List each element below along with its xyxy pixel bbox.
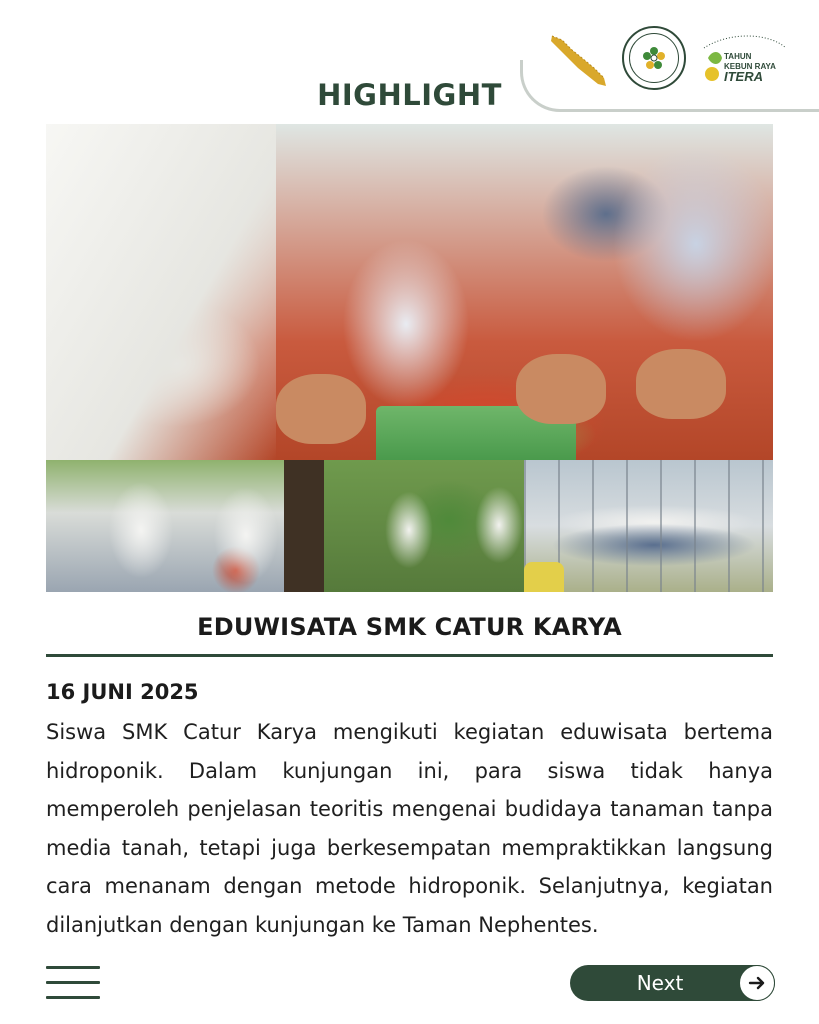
next-button[interactable] bbox=[570, 965, 775, 1001]
arrow-right-icon bbox=[739, 965, 775, 1001]
tahun-logo-line3: ITERA bbox=[724, 69, 763, 84]
tahun-logo-line2: KEBUN RAYA bbox=[724, 62, 776, 71]
event-description: Siswa SMK Catur Karya mengikuti kegiatan eduwisata bertema hidroponik. Dalam kunjungan ini, para siswa tidak hanya memperoleh penjelasan teoritis mengenai budidaya tanaman tanpa media tanah, tetapi juga berkesempatan mempraktikkan langsung cara menanam dengan metode hidroponik. Selanjutnya, kegiatan dilanjutkan dengan kunjungan ke Taman Nephentes. bbox=[46, 720, 773, 937]
tahun-logo-line1: TAHUN bbox=[724, 52, 752, 61]
photo-hand bbox=[516, 354, 606, 424]
title-divider bbox=[46, 654, 773, 657]
photo-student-hijab bbox=[46, 124, 276, 460]
photo-group-students bbox=[524, 460, 773, 592]
hamburger-menu-icon bbox=[46, 981, 100, 984]
page-title: HIGHLIGHT bbox=[317, 78, 502, 112]
photo-students-hydroponic-tray bbox=[46, 460, 284, 592]
hamburger-menu-icon bbox=[46, 996, 100, 999]
photo-students-nepenthes-garden bbox=[284, 460, 524, 592]
flower-emblem-icon bbox=[639, 43, 669, 73]
menu-button[interactable] bbox=[46, 962, 100, 1002]
photo-sacks bbox=[524, 562, 564, 592]
event-title: EDUWISATA SMK CATUR KARYA bbox=[197, 613, 622, 641]
hamburger-menu-icon bbox=[46, 966, 100, 969]
next-button-label: Next bbox=[636, 971, 684, 995]
main-photo-students-seeds bbox=[46, 124, 773, 460]
photo-hand bbox=[276, 374, 366, 444]
event-date: 16 JUNI 2025 bbox=[46, 680, 199, 704]
photo-hand bbox=[636, 349, 726, 419]
